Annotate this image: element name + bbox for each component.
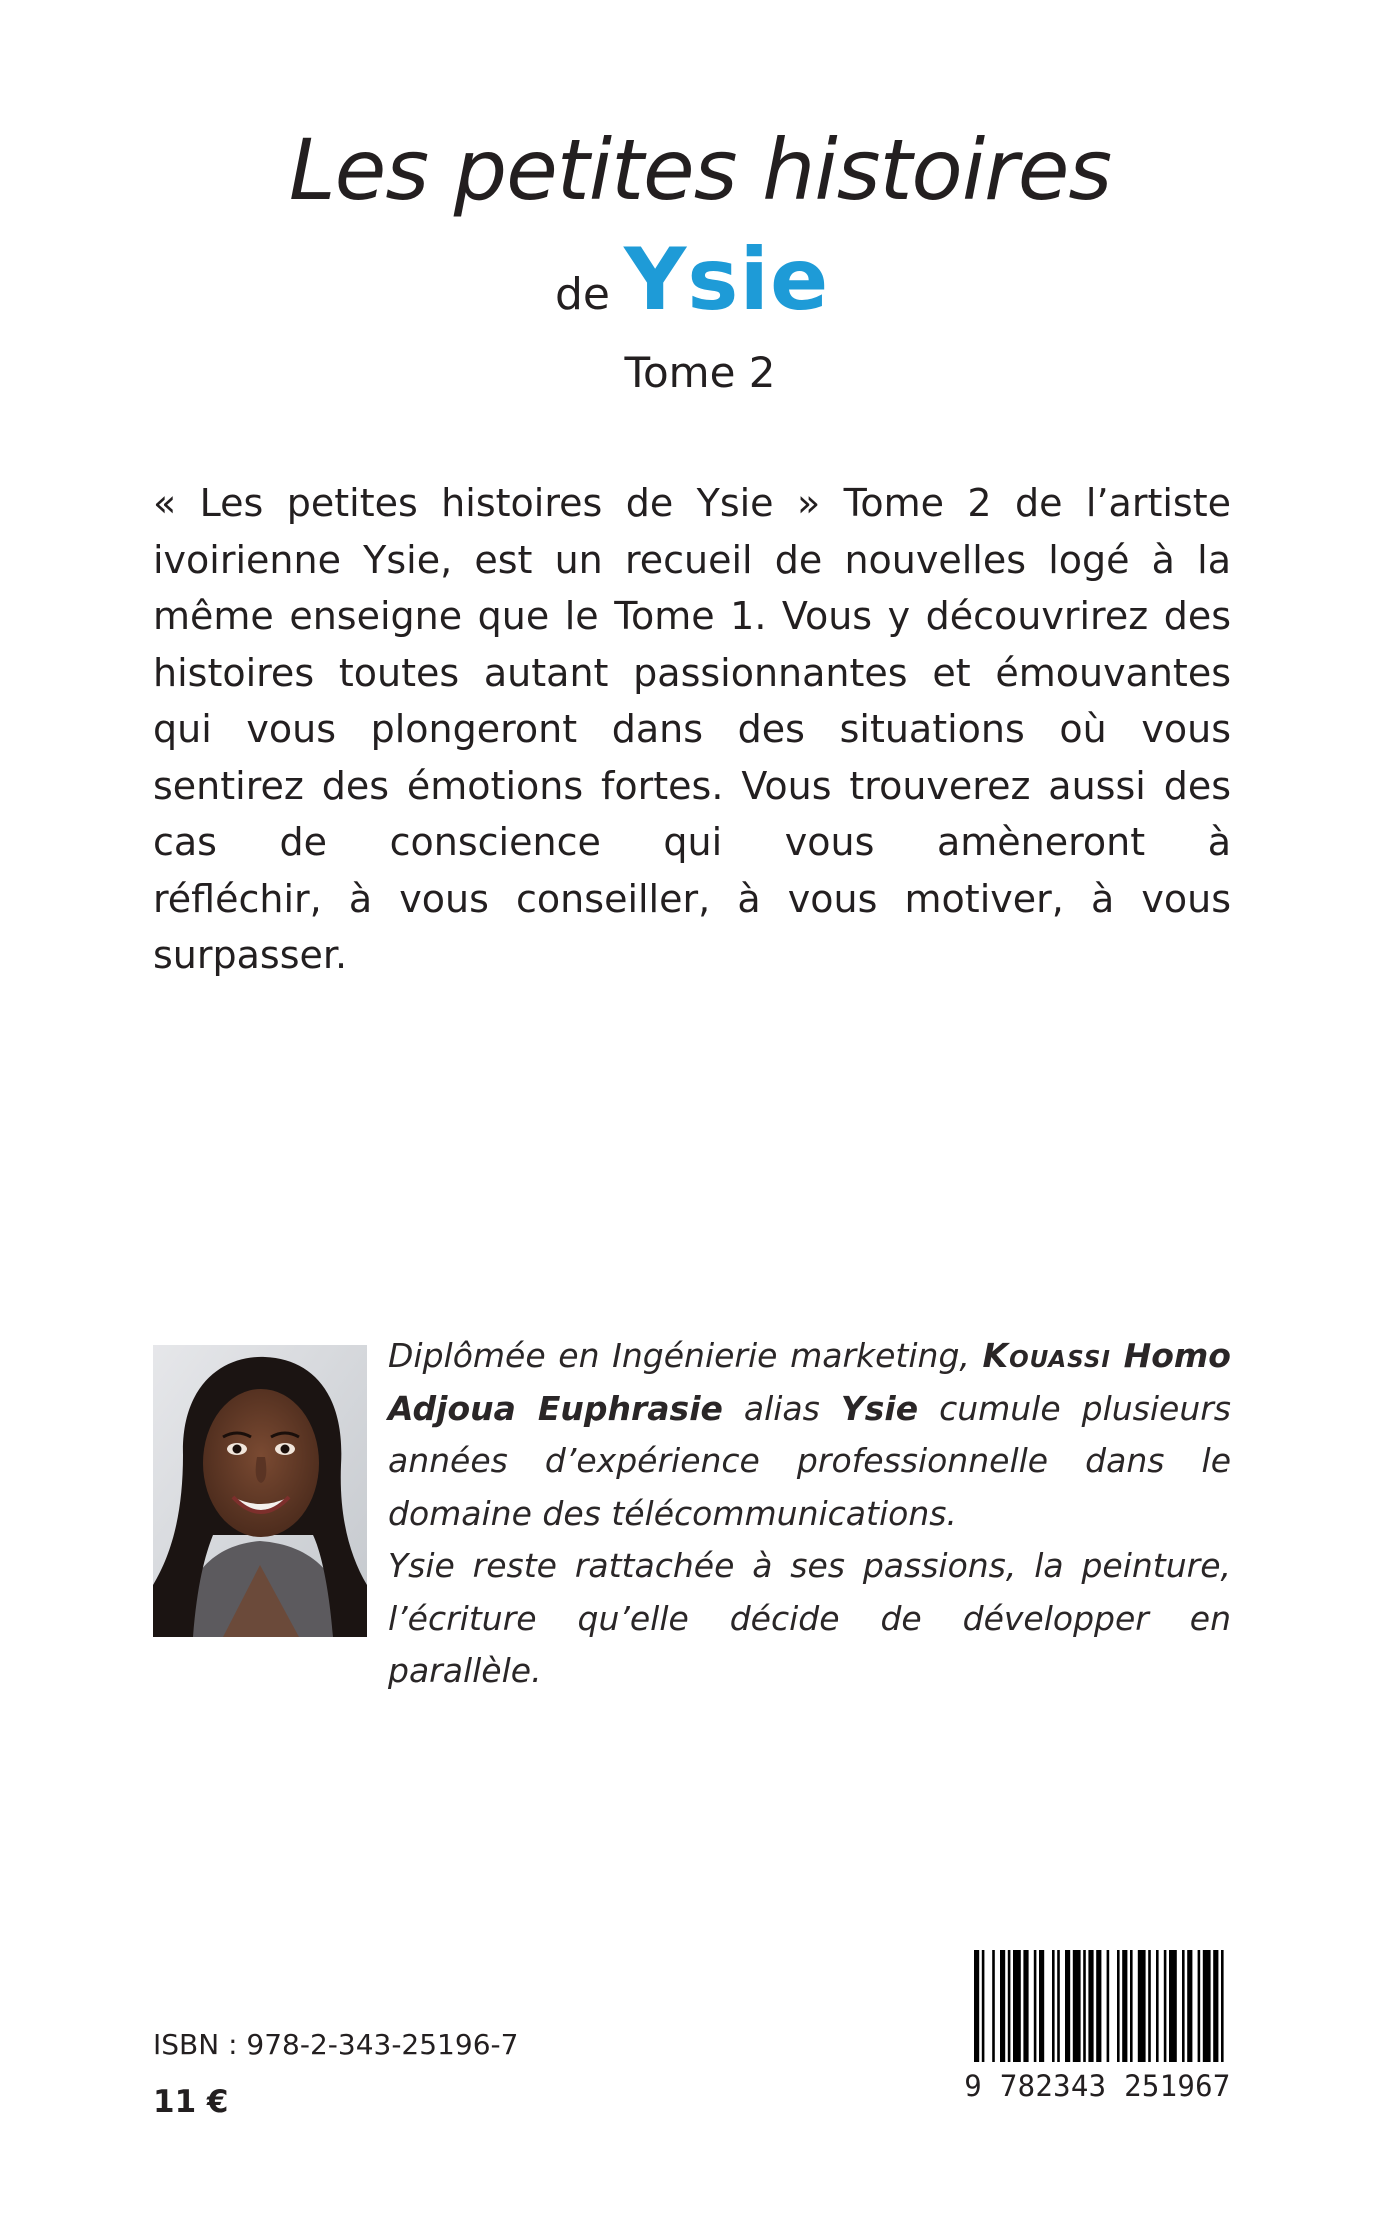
title-prefix: de xyxy=(555,269,610,320)
author-surname: Kouassi xyxy=(982,1336,1111,1375)
author-portrait-image xyxy=(153,1345,367,1637)
blurb-last-line: réfléchir, à vous conseiller, à vous motiver, à vous surpasser. xyxy=(153,876,1231,977)
barcode-digits: 9 782343 251967 xyxy=(960,2062,1235,2110)
blurb-body: « Les petites histoires de Ysie » Tome 2 de l’artiste ivoirienne Ysie, est un recueil de nouvelles logé à la même enseigne que le Tome 1. Vous y découvrirez des histoires toutes autant passionnantes et émouvantes qui vous plongeront dans des situations où vous sentirez des émotions fortes. Vous trouverez aussi des cas de conscience qui vous amèneront à xyxy=(153,481,1231,864)
barcode-bar xyxy=(1107,1950,1110,2066)
author-given-names-1: Homo xyxy=(1123,1336,1231,1375)
author-bio-paragraph-1 xyxy=(388,1330,1231,1540)
volume-label: Tome 2 xyxy=(624,348,776,397)
barcode-bar xyxy=(1088,1950,1093,2066)
price: 11 € xyxy=(153,2084,229,2120)
author-alias: Ysie xyxy=(840,1388,919,1428)
barcode-bar xyxy=(1083,1950,1086,2066)
author-photo xyxy=(153,1345,367,1637)
barcode-bar xyxy=(1169,1950,1177,2066)
book-title: Les petites histoires xyxy=(288,121,1112,219)
author-bio-paragraph-2: Ysie reste rattachée à ses passions, la peinture, l’écriture qu’elle décide de développer en parallèle. xyxy=(388,1546,1231,1690)
barcode-bar xyxy=(1013,1950,1021,2066)
barcode-bar xyxy=(1198,1950,1201,2066)
barcode-bar xyxy=(1182,1950,1185,2066)
bio-intro: Diplômée en Ingénierie marketing, xyxy=(388,1336,970,1375)
barcode-bar xyxy=(1073,1950,1081,2066)
barcode-bar xyxy=(1148,1950,1151,2066)
barcode-bar xyxy=(1057,1950,1060,2066)
barcode-bar xyxy=(1052,1950,1055,2066)
barcode-bar xyxy=(974,1950,979,2080)
barcode-bar xyxy=(1203,1950,1211,2066)
isbn: ISBN : 978-2-343-25196-7 xyxy=(153,2028,519,2061)
barcode-bar xyxy=(1096,1950,1101,2066)
bio-rest: cumule plusieurs années d’expérience professionnelle dans le domaine des télécommunications. xyxy=(388,1388,1231,1533)
barcode-bar xyxy=(1034,1950,1037,2066)
barcode-bar xyxy=(1156,1950,1159,2066)
barcode-bar xyxy=(1039,1950,1044,2066)
barcode-bar xyxy=(1000,1950,1005,2066)
title-name: Ysie xyxy=(624,230,830,330)
blurb-text xyxy=(153,475,1231,984)
barcode xyxy=(960,1950,1235,2110)
barcode-bar xyxy=(1138,1950,1146,2080)
barcode-bar xyxy=(1130,1950,1133,2066)
barcode-bar xyxy=(1008,1950,1011,2066)
barcode-bar xyxy=(1122,1950,1127,2066)
barcode-bar xyxy=(1221,1950,1224,2066)
barcode-bar xyxy=(982,1950,985,2080)
barcode-bar xyxy=(1213,1950,1218,2066)
barcode-bar xyxy=(1023,1950,1028,2066)
barcode-bar xyxy=(1065,1950,1070,2066)
barcode-bar xyxy=(1187,1950,1192,2066)
alias-word: alias xyxy=(743,1388,820,1428)
barcode-bar xyxy=(1164,1950,1167,2066)
author-bio xyxy=(388,1330,1231,1698)
book-subtitle xyxy=(555,230,829,330)
author-given-names-2: Adjoua Euphrasie xyxy=(388,1388,723,1428)
barcode-bar xyxy=(1117,1950,1120,2066)
barcode-bar xyxy=(992,1950,995,2066)
